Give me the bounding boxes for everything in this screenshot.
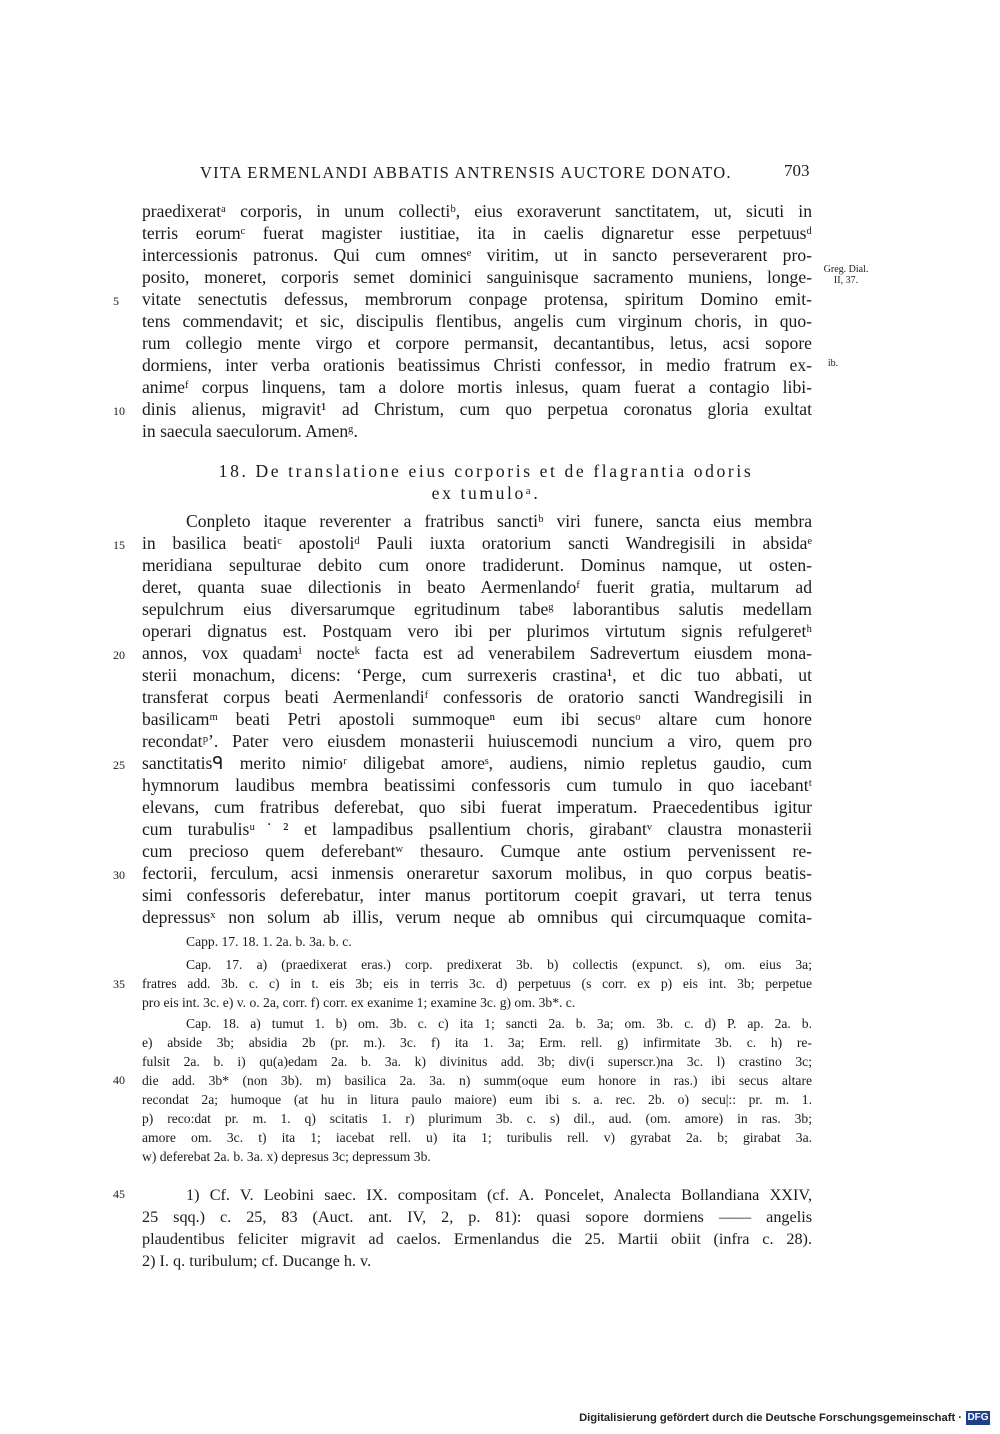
line-number: 5 [113,294,119,308]
line-number: 30 [113,868,125,882]
text-line: cum turabulisᵘ˙² et lampadibus psallentium choris, girabantᵛ claustra monasterii [142,819,812,839]
apparatus-line: Cap. 18. a) tumut 1. b) om. 3b. c. c) ita 1; sancti 2a. b. 3a; om. 3b. c. d) P. ap. 2a. b. [186,1016,812,1031]
marginal-note-ib: ib. [827,358,839,369]
text-line: rum collegio mente virgo et corpore permansit, decantantibus, letus, acsi sopore [142,333,812,353]
text-line: depressusˣ non solum ab illis, verum neque ab omnibus qui circumquaque comita- [142,907,812,927]
chapter-heading: 18. De translatione eius corporis et de flagrantia odoris [218,461,754,481]
text-line: fectorii, ferculum, acsi inmensis oneraretur saxorum molibus, in quo corpus beatis- [142,863,812,883]
dfg-logo: DFG [967,1412,989,1423]
marginal-note [818,264,874,286]
note-line: 1) Cf. V. Leobini saec. IX. compositam (cf. A. Poncelet, Analecta Bollandiana XXIV, [186,1186,812,1204]
text-line: transferat corpus beati Aermenlandiᶠ confessoris de oratorio sancti Wandregisili in [142,687,812,707]
line-number: 25 [113,758,125,772]
apparatus-line: e) abside 3b; absidia 2b (pr. m.). 3c. f) ita 1. 3a; Erm. rell. g) infirmitate 3b. c. h) re- [142,1035,812,1050]
line-number: 20 [113,648,125,662]
text-line: dinis alienus, migravit¹ ad Christum, cum quo perpetua coronatus gloria exultat [142,399,812,419]
text-line: recondatᵖ’. Pater vero eiusdem monasterii huiuscemodi nuncium a viro, quem pro [142,731,812,751]
text-line: hymnorum laudibus membra beatissimi confessoris cum tumulo in quo iacebantᵗ [142,775,812,795]
apparatus-line: recondat 2a; humoque (at hu in litura paulo maiore) eum ibi s. a. rec. 2b. o) secu|:: pr. m. 1. [142,1092,812,1107]
text-line: praedixeratᵃ corporis, in unum collectiᵇ, eius exoraverunt sanctitatem, ut, sicuti in [142,201,812,221]
marginal-note-line: II, 37. [833,275,859,286]
line-number: 35 [113,977,125,991]
apparatus-line: fulsit 2a. b. i) qu(a)edam 2a. b. 3a. k) divinitus add. 3b; div(i superscr.)na 3c. l) crastino 3c; [142,1054,812,1069]
apparatus-line: Capp. 17. 18. 1. 2a. b. 3a. b. c. [186,934,352,949]
apparatus-line: p) reco:dat pr. m. 1. q) scitatis 1. r) plurimum 3b. c. s) dil., aud. (om. amore) in ras. 3b; [142,1111,812,1126]
note-line: 25 sqq.) c. 25, 83 (Auct. ant. IV, 2, p. 81): quasi sopore dormiens —— angelis [142,1208,812,1226]
note-line: plaudentibus feliciter migravit ad caelos. Ermenlandus die 25. Martii obiit (infra c. 28). [142,1230,812,1248]
text-line: elevans, cum fratribus deferebat, quo sibi fuerat imperatum. Praecedentibus igitur [142,797,812,817]
running-head: VITA ERMENLANDI ABBATIS ANTRENSIS AUCTORE DONATO. [200,163,732,182]
text-line: simi confessoris deferebatur, inter manus portitorum coepit gravari, ut terra tenus [142,885,812,905]
text-line: deret, quanta suae dilectionis in beato Aermenlandoᶠ fuerit gratia, multarum ad [142,577,812,597]
line-number: 15 [113,538,125,552]
note-line: 2) I. q. turibulum; cf. Ducange h. v. [142,1252,372,1270]
text-line: sepulchrum eius diversarumque egritudinum tabeᵍ laborantibus salutis medellam [142,599,812,619]
apparatus-line: die add. 3b* (non 3b). m) basilica 2a. 3a. n) summ(oque eum honore in ras.) ibi secus altare [142,1073,812,1088]
apparatus-line: fratres add. 3b. c. c) in t. eis 3b; eis in terris 3c. d) perpetuus (s corr. ex p) eis int. 3b; perpetue [142,976,812,991]
text-line: posito, moneret, corporis semet dominici sanguinisque sacramento muniens, longe- [142,267,812,287]
page-number: 703 [784,161,810,180]
text-line: meridiana sepulturae debito cum onore tradiderunt. Dominus namque, ut osten- [142,555,812,575]
apparatus-line: pro eis int. 3c. e) v. o. 2a, corr. f) corr. ex exanime 1; examine 3c. g) om. 3b*. c. [142,995,576,1010]
text-line: tens commendavit; et sic, discipulis flentibus, angelis cum virginum choris, in quo- [142,311,812,331]
text-line: operari dignatus est. Postquam vero ibi per plurimos virtutum signis refulgeretʰ [142,621,812,641]
line-number: 40 [113,1073,125,1087]
text-line: sanctitatisᑫ merito nimioʳ diligebat amoreˢ, audiens, nimio repletus gaudio, cum [142,753,812,773]
text-line: Conpleto itaque reverenter a fratribus sanctiᵇ viri funere, sancta eius membra [186,511,812,531]
text-line: basilicamᵐ beati Petri apostoli summoqueⁿ eum ibi secusᵒ altare cum honore [142,709,812,729]
text-line: dormiens, inter verba orationis beatissimus Christi confessor, in medio fratrum ex- [142,355,812,375]
text-line: in basilica beatiᶜ apostoliᵈ Pauli iuxta oratorium sancti Wandregisili in absidaᵉ [142,533,812,553]
text-line: animeᶠ corpus linquens, tam a dolore mortis inlesus, quam fuerat a contagio libi- [142,377,812,397]
apparatus-line: Cap. 17. a) (praedixerat eras.) corp. predixerat 3b. b) collectis (expunct. s), om. eius 3a; [186,957,812,972]
marginal-note-line: Greg. Dial. [823,264,869,275]
text-line: sterii monachum, dicens: ‘Perge, cum surrexeris crastina¹, et dic tuo abbati, ut [142,665,812,685]
text-line: terris eorumᶜ fuerat magister iustitiae, ita in caelis dignaretur esse perpetuusᵈ [142,223,812,243]
text-line: in saecula saeculorum. Amenᵍ. [142,421,358,441]
text-line: annos, vox quadamⁱ nocteᵏ facta est ad venerabilem Sadrevertum eiusdem mona- [142,643,812,663]
apparatus-line: amore om. 3c. t) ita 1; iacebat rell. u) ita 1; turibulis rell. v) gyrabat 2a. b; girabat 3a. [142,1130,812,1145]
text-line: intercessionis patronus. Qui cum omnesᵉ viritim, ut in sancto perseverarent pro- [142,245,812,265]
line-number: 45 [113,1187,125,1201]
text-line: cum precioso quem deferebantʷ thesauro. Cumque ante ostium pervenissent re- [142,841,812,861]
digitization-credit: Digitalisierung gefördert durch die Deutsche Forschungsgemeinschaft · [579,1412,962,1424]
line-number: 10 [113,404,125,418]
chapter-heading-cont: ex tumuloᵃ. [431,483,541,503]
text-line: vitate senectutis defessus, membrorum conpage protensa, spiritum Domino emit- [142,289,812,309]
apparatus-line: w) deferebat 2a. b. 3a. x) depresus 3c; depressum 3b. [142,1149,431,1164]
